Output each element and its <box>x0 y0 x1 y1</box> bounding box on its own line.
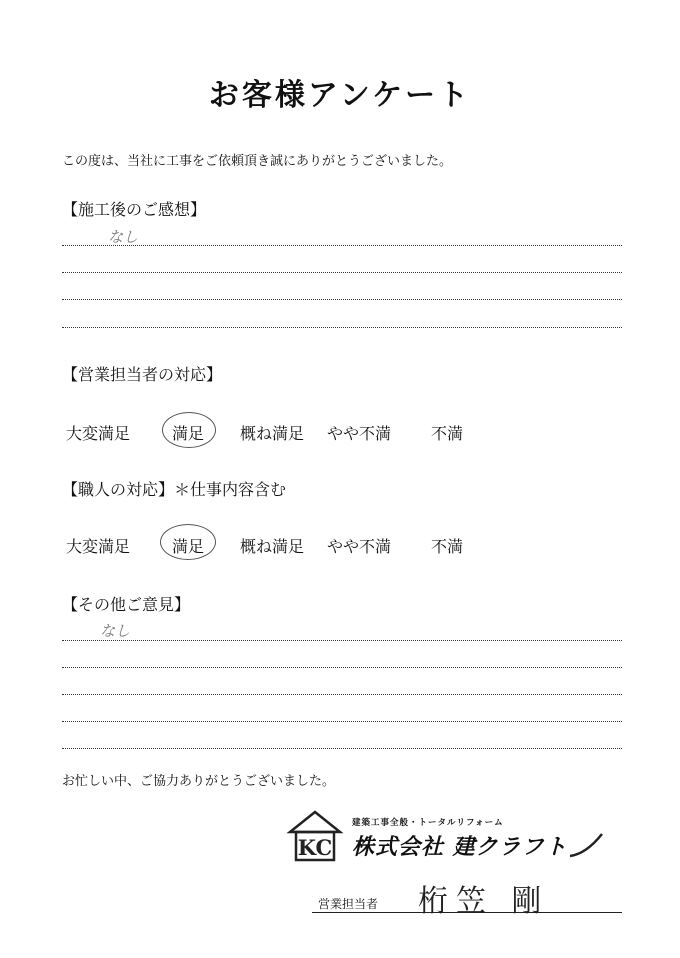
swoosh-icon <box>566 830 606 864</box>
sales-option-mostly-satisfied: 概ね満足 <box>240 424 305 443</box>
craftsman-option-mostly-satisfied: 概ね満足 <box>240 537 305 556</box>
company-logo-icon <box>286 808 344 864</box>
page-title: お客様アンケート <box>208 78 472 113</box>
svg-text:KC: KC <box>297 835 333 860</box>
answer-line <box>62 640 622 641</box>
craftsman-option-slightly-dissatisfied: やや不満 <box>327 537 392 556</box>
company-name: 株式会社 建クラフト <box>352 835 568 860</box>
sales-option-satisfied: 満足 <box>172 424 205 443</box>
impression-heading: 【施工後のご感想】 <box>62 200 207 219</box>
answer-line <box>62 327 622 328</box>
answer-line <box>62 694 622 695</box>
answer-line <box>62 667 622 668</box>
answer-line <box>62 245 622 246</box>
craftsman-option-satisfied: 満足 <box>172 537 205 556</box>
craftsman-option-dissatisfied: 不満 <box>431 537 464 556</box>
other-answer: なし <box>100 622 131 640</box>
answer-line <box>62 272 622 273</box>
other-heading: 【その他ご意見】 <box>62 595 191 614</box>
sales-option-slightly-dissatisfied: やや不満 <box>327 424 392 443</box>
closing-text: お忙しい中、ご協力ありがとうございました。 <box>62 774 336 789</box>
sales-heading: 【営業担当者の対応】 <box>62 365 223 384</box>
sales-option-dissatisfied: 不満 <box>431 424 464 443</box>
company-tagline: 建築工事全般・トータルリフォーム <box>352 818 504 828</box>
intro-text: この度は、当社に工事をご依頼頂き誠にありがとうございました。 <box>62 154 453 169</box>
signature-name: 桁笠 剛 <box>418 884 550 919</box>
answer-line <box>62 748 622 749</box>
sales-option-very-satisfied: 大変満足 <box>66 424 131 443</box>
signature-line <box>312 912 622 913</box>
craftsman-heading: 【職人の対応】＊仕事内容含む <box>62 480 287 499</box>
craftsman-option-very-satisfied: 大変満足 <box>66 537 131 556</box>
answer-line <box>62 299 622 300</box>
signature-label: 営業担当者 <box>318 897 379 911</box>
impression-answer: なし <box>108 228 139 246</box>
answer-line <box>62 721 622 722</box>
